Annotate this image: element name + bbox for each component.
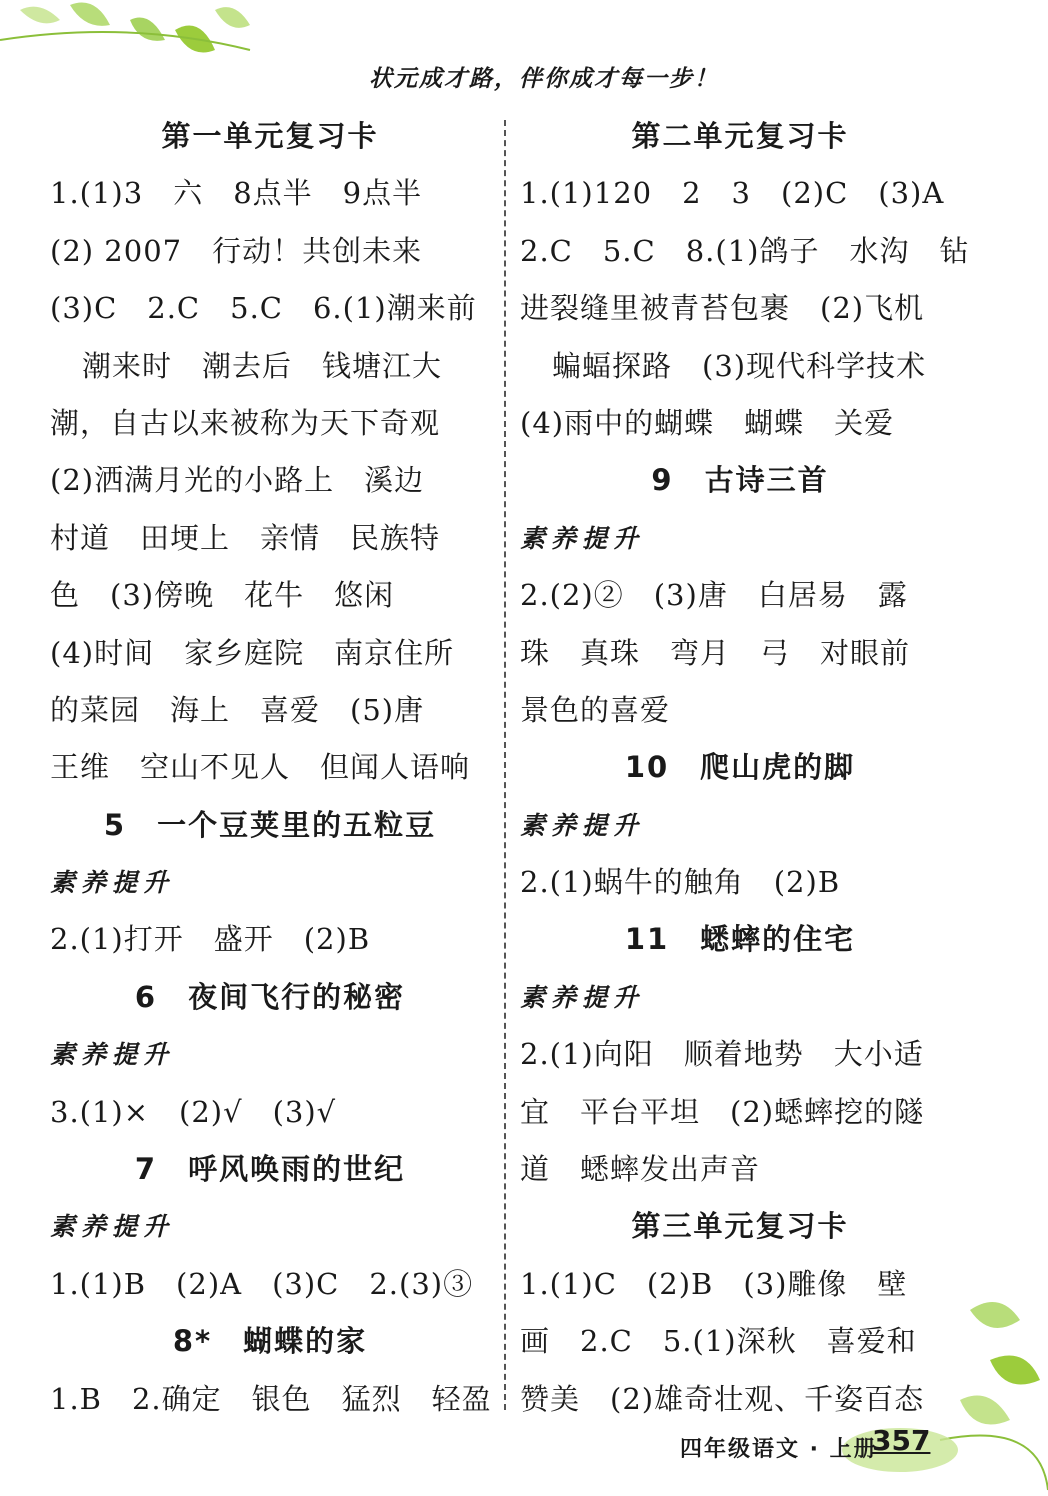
answer-line: 珠 真珠 弯月 弓 对眼前 <box>520 635 911 670</box>
section-heading: 10 爬山虎的脚 <box>624 750 856 785</box>
subsection-label: 素养提升 <box>520 810 645 840</box>
answer-line: (3)C 2.C 5.C 6.(1)潮来前 <box>50 291 477 326</box>
answer-line: 2.(1)打开 盛开 (2)B <box>50 922 371 957</box>
answer-line: 2.(1)向阳 顺着地势 大小适 <box>520 1037 924 1072</box>
answer-line: (4)时间 家乡庭院 南京住所 <box>50 635 455 670</box>
section-heading: 第一单元复习卡 <box>161 119 379 153</box>
answer-line: 2.C 5.C 8.(1)鸽子 水沟 钻 <box>520 233 970 268</box>
answer-line: 1.B 2.确定 银色 猛烈 轻盈 <box>50 1381 492 1416</box>
subsection-label: 素养提升 <box>50 1212 175 1242</box>
column-divider <box>504 120 506 1410</box>
answer-line: 色 (3)傍晚 花牛 悠闲 <box>50 578 395 613</box>
answer-line: 2.(1)蜗牛的触角 (2)B <box>520 865 841 900</box>
section-heading: 8* 蝴蝶的家 <box>172 1324 368 1359</box>
subsection-label: 素养提升 <box>520 982 645 1012</box>
answer-line: 赞美 (2)雄奇壮观、千姿百态 <box>520 1381 925 1416</box>
answer-line: 潮，自古以来被称为天下奇观 <box>50 405 441 440</box>
section-heading: 5 一个豆荚里的五粒豆 <box>103 807 437 842</box>
answer-line: 画 2.C 5.(1)深秋 喜爱和 <box>520 1324 917 1359</box>
answer-line: 道 蟋蟀发出声音 <box>520 1152 761 1187</box>
answer-line: (2) 2007 行动！共创未来 <box>50 233 423 268</box>
section-heading: 第三单元复习卡 <box>631 1209 849 1244</box>
answer-line: 王维 空山不见人 但闻人语响 <box>50 750 471 785</box>
answer-line: 进裂缝里被青苔包裹 (2)飞机 <box>520 291 925 326</box>
section-heading: 9 古诗三首 <box>651 463 829 498</box>
answer-line: 1.(1)B (2)A (3)C 2.(3)③ <box>50 1266 474 1301</box>
answer-line: 1.(1)C (2)B (3)雕像 壁 <box>520 1266 908 1301</box>
answer-line: 景色的喜爱 <box>520 692 671 727</box>
answer-line: 2.(2)② (3)唐 白居易 露 <box>520 578 908 613</box>
answer-line: 的菜园 海上 喜爱 (5)唐 <box>50 692 425 727</box>
answer-line: 蝙蝠探路 (3)现代科学技术 <box>552 348 927 383</box>
section-heading: 6 夜间飞行的秘密 <box>134 979 406 1014</box>
subsection-label: 素养提升 <box>50 1040 175 1070</box>
section-heading: 第二单元复习卡 <box>631 119 849 153</box>
answer-line: 宜 平台平坦 (2)蟋蟀挖的隧 <box>520 1094 925 1129</box>
footer-label: 四年级语文 · 上册 <box>680 1437 878 1462</box>
subsection-label: 素养提升 <box>520 523 645 553</box>
subsection-label: 素养提升 <box>50 868 175 898</box>
header-slogan: 状元成才路，伴你成才每一步！ <box>369 65 719 92</box>
section-heading: 11 蟋蟀的住宅 <box>624 922 856 957</box>
answer-line: 村道 田埂上 亲情 民族特 <box>50 520 441 555</box>
answer-line: (2)洒满月光的小路上 溪边 <box>50 463 425 498</box>
answer-line: (4)雨中的蝴蝶 蝴蝶 关爱 <box>520 405 895 440</box>
right-column <box>520 108 970 1428</box>
section-heading: 7 呼风唤雨的世纪 <box>134 1152 406 1187</box>
answer-line: 1.(1)120 2 3 (2)C (3)A <box>520 176 945 211</box>
left-column <box>50 108 490 1428</box>
answer-line: 1.(1)3 六 8点半 9点半 <box>50 176 423 211</box>
answer-line: 3.(1)× (2)√ (3)√ <box>50 1094 337 1129</box>
page-number: 357 <box>872 1424 931 1457</box>
answer-line: 潮来时 潮去后 钱塘江大 <box>82 348 443 383</box>
